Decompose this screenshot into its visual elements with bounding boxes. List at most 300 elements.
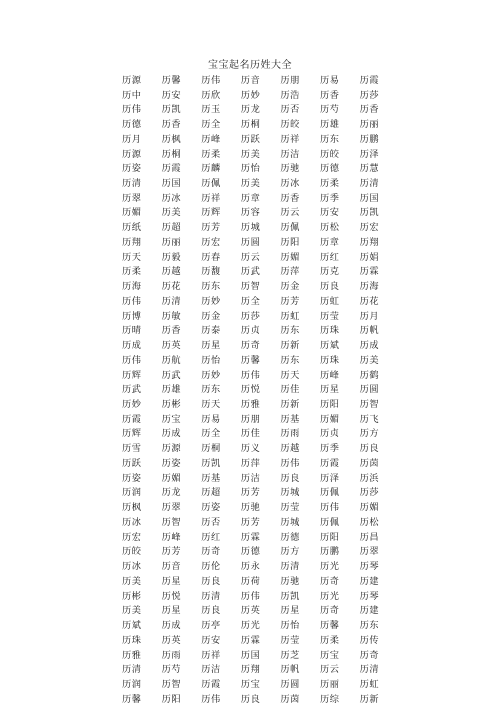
name-cell: 历霖	[240, 634, 261, 646]
name-cell: 历贞	[319, 428, 340, 440]
name-cell: 历祥	[201, 649, 221, 661]
name-row	[122, 574, 392, 589]
name-cell: 历英	[161, 340, 182, 352]
name-cell: 历超	[161, 222, 182, 234]
name-cell: 历新	[359, 693, 380, 705]
name-cell: 历皎	[280, 119, 300, 131]
name-cell: 历星	[280, 605, 300, 617]
name-cell: 历亭	[201, 620, 221, 632]
name-row	[122, 206, 392, 221]
name-cell: 历新	[280, 340, 300, 352]
name-cell: 历馥	[201, 266, 221, 278]
name-cell: 历浩	[280, 89, 300, 101]
name-cell: 历润	[122, 487, 142, 499]
name-row	[122, 500, 392, 515]
name-cell: 历中	[122, 89, 142, 101]
name-cell: 历香	[359, 104, 380, 116]
name-row	[122, 338, 392, 353]
name-cell: 历莹	[280, 634, 300, 646]
name-cell: 历柔	[319, 634, 340, 646]
name-cell: 历智	[240, 281, 261, 293]
name-cell: 历清	[280, 561, 300, 573]
name-cell: 历凯	[201, 457, 221, 469]
name-cell: 历越	[280, 443, 300, 455]
name-cell: 历伟	[201, 74, 221, 86]
name-cell: 历霖	[240, 531, 261, 543]
name-cell: 历东	[201, 384, 221, 396]
name-cell: 历洁	[240, 472, 261, 484]
name-cell: 历欣	[201, 89, 221, 101]
name-cell: 历阳	[319, 531, 340, 543]
name-cell: 历桐	[240, 119, 261, 131]
name-cell: 历圆	[359, 384, 380, 396]
name-cell: 历智	[359, 399, 380, 411]
name-row	[122, 589, 392, 604]
name-cell: 历综	[319, 693, 340, 705]
name-cell: 历雅	[240, 399, 261, 411]
name-cell: 历金	[280, 281, 300, 293]
name-row	[122, 250, 392, 265]
name-cell: 历芳	[201, 222, 221, 234]
name-cell: 历辉	[122, 369, 142, 381]
name-cell: 历城	[280, 516, 300, 528]
name-cell: 历清	[122, 178, 142, 189]
name-row	[122, 294, 392, 309]
name-row	[122, 618, 392, 633]
name-cell: 历莎	[359, 89, 380, 101]
name-cell: 历伟	[319, 502, 340, 514]
name-cell: 历朋	[240, 413, 261, 425]
name-row	[122, 662, 392, 677]
name-cell: 历季	[319, 192, 340, 204]
name-row	[122, 161, 392, 176]
name-cell: 历峰	[319, 369, 340, 381]
name-cell: 历月	[122, 133, 142, 145]
name-cell: 历怡	[280, 620, 300, 632]
name-cell: 历阳	[280, 236, 300, 248]
name-cell: 历否	[201, 516, 221, 528]
name-row	[122, 132, 392, 147]
name-cell: 历雄	[161, 384, 182, 396]
name-cell: 历易	[319, 74, 340, 86]
name-cell: 历春	[201, 251, 221, 263]
name-cell: 历鹏	[319, 546, 340, 558]
name-cell: 历姿	[122, 163, 142, 175]
name-cell: 历莹	[319, 310, 340, 322]
name-cell: 历东	[359, 620, 380, 632]
name-row	[122, 382, 392, 397]
name-cell: 历德	[319, 163, 340, 175]
name-cell: 历建	[359, 575, 380, 587]
name-cell: 历宏	[122, 531, 142, 543]
name-row	[122, 265, 392, 280]
name-cell: 历雨	[280, 428, 300, 440]
name-cell: 历馨	[122, 693, 142, 705]
name-cell: 历珠	[319, 354, 340, 366]
name-cell: 历音	[240, 74, 261, 86]
name-cell: 历霞	[319, 457, 340, 469]
name-cell: 历祥	[201, 192, 221, 204]
name-cell: 历毅	[161, 251, 182, 263]
name-row	[122, 279, 392, 294]
name-cell: 历彬	[122, 590, 142, 602]
name-cell: 历美	[240, 148, 261, 160]
name-cell: 历珠	[122, 634, 142, 646]
name-cell: 历奇	[201, 546, 221, 558]
name-cell: 历纸	[122, 222, 142, 234]
name-row	[122, 397, 392, 412]
name-cell: 历美	[240, 178, 261, 189]
name-cell: 历超	[201, 487, 221, 499]
name-cell: 历柔	[201, 148, 221, 160]
name-cell: 历传	[359, 634, 380, 646]
name-cell: 历良	[359, 443, 380, 455]
name-row	[122, 412, 392, 427]
name-row	[122, 353, 392, 368]
name-cell: 历松	[359, 516, 380, 528]
name-cell: 历芳	[280, 295, 300, 307]
name-row	[122, 323, 392, 338]
name-cell: 历丽	[161, 236, 182, 248]
name-cell: 历飞	[359, 413, 380, 425]
name-cell: 历清	[359, 664, 380, 676]
name-cell: 历清	[359, 178, 380, 189]
name-cell: 历跃	[240, 133, 261, 145]
name-cell: 历枫	[161, 133, 182, 145]
name-row	[122, 515, 392, 530]
name-cell: 历莎	[240, 310, 261, 322]
name-cell: 历冰	[122, 561, 142, 573]
name-cell: 历红	[201, 531, 221, 543]
name-cell: 历佳	[280, 384, 300, 396]
name-row	[122, 102, 392, 117]
name-cell: 历虹	[319, 295, 340, 307]
name-row	[122, 692, 392, 707]
name-cell: 历柔	[319, 178, 340, 189]
name-cell: 历德	[240, 546, 261, 558]
name-cell: 历宝	[240, 678, 261, 690]
name-cell: 历龙	[161, 487, 182, 499]
name-cell: 历雅	[122, 649, 142, 661]
name-cell: 历月	[359, 310, 380, 322]
name-cell: 历季	[319, 443, 340, 455]
name-cell: 历天	[122, 251, 142, 263]
name-cell: 历祥	[280, 133, 300, 145]
name-cell: 历姿	[201, 502, 221, 514]
name-row	[122, 88, 392, 103]
name-cell: 历香	[280, 192, 300, 204]
name-cell: 历姿	[122, 472, 142, 484]
name-cell: 历彬	[161, 399, 182, 411]
name-row	[122, 147, 392, 162]
name-cell: 历冰	[161, 192, 182, 204]
name-cell: 历东	[280, 354, 300, 366]
name-cell: 历东	[319, 133, 340, 145]
name-cell: 历宏	[201, 236, 221, 248]
name-cell: 历云	[240, 251, 261, 263]
name-cell: 历云	[280, 207, 300, 219]
name-cell: 历琴	[359, 561, 380, 573]
name-cell: 历荷	[240, 575, 261, 587]
name-cell: 历佳	[240, 428, 261, 440]
name-cell: 历星	[201, 340, 221, 352]
name-cell: 历悦	[240, 384, 261, 396]
name-cell: 历星	[319, 384, 340, 396]
name-cell: 历桐	[161, 148, 182, 160]
name-cell: 历东	[201, 281, 221, 293]
name-cell: 历美	[122, 575, 142, 587]
name-cell: 历红	[319, 251, 340, 263]
name-cell: 历芝	[280, 649, 300, 661]
name-cell: 历跃	[122, 457, 142, 469]
name-cell: 历阳	[161, 693, 182, 705]
name-cell: 历智	[161, 678, 182, 690]
name-cell: 历伟	[122, 354, 142, 366]
name-cell: 历雄	[319, 119, 340, 131]
name-cell: 历霞	[359, 74, 380, 86]
name-cell: 历成	[161, 620, 182, 632]
name-cell: 历伟	[280, 457, 300, 469]
name-row	[122, 117, 392, 132]
name-cell: 历琴	[359, 590, 380, 602]
name-cell: 历奇	[319, 605, 340, 617]
name-cell: 历海	[359, 281, 380, 293]
name-row	[122, 73, 392, 88]
name-cell: 历佩	[280, 222, 300, 234]
name-cell: 历帆	[280, 664, 300, 676]
name-cell: 历枫	[122, 502, 142, 514]
name-cell: 历容	[240, 207, 261, 219]
name-cell: 历金	[201, 310, 221, 322]
name-cell: 历柔	[122, 266, 142, 278]
name-cell: 历妙	[122, 399, 142, 411]
name-cell: 历悦	[161, 590, 182, 602]
name-cell: 历浜	[359, 472, 380, 484]
name-cell: 历宝	[161, 413, 182, 425]
name-cell: 历芳	[240, 487, 261, 499]
name-cell: 历安	[161, 89, 182, 101]
name-cell: 历源	[122, 74, 142, 86]
name-row	[122, 545, 392, 560]
name-cell: 历伟	[122, 295, 142, 307]
name-cell: 历良	[280, 472, 300, 484]
name-cell: 历美	[359, 354, 380, 366]
name-cell: 历翠	[359, 546, 380, 558]
name-cell: 历泽	[319, 472, 340, 484]
name-cell: 历茵	[359, 457, 380, 469]
name-cell: 历章	[319, 236, 340, 248]
name-cell: 历义	[240, 443, 261, 455]
name-row	[122, 603, 392, 618]
name-cell: 历全	[201, 119, 221, 131]
name-cell: 历星	[161, 575, 182, 587]
name-cell: 历伟	[240, 369, 261, 381]
name-cell: 历音	[161, 561, 182, 573]
name-cell: 历佩	[319, 487, 340, 499]
name-cell: 历莎	[359, 487, 380, 499]
name-cell: 历馨	[319, 620, 340, 632]
name-cell: 历贞	[240, 325, 261, 337]
name-cell: 历伟	[201, 693, 221, 705]
name-cell: 历阳	[319, 399, 340, 411]
name-row	[122, 633, 392, 648]
name-cell: 历云	[319, 664, 340, 676]
name-cell: 历鹏	[359, 133, 380, 145]
name-cell: 历怡	[201, 354, 221, 366]
name-cell: 历麟	[201, 163, 221, 175]
name-cell: 历宝	[319, 649, 340, 661]
name-cell: 历城	[280, 487, 300, 499]
name-cell: 历丽	[319, 678, 340, 690]
name-cell: 历美	[122, 605, 142, 617]
name-cell: 历清	[201, 590, 221, 602]
name-cell: 历章	[240, 192, 261, 204]
name-cell: 历霖	[359, 266, 380, 278]
name-cell: 历峰	[201, 133, 221, 145]
name-cell: 历英	[240, 605, 261, 617]
name-cell: 历奇	[240, 340, 261, 352]
name-row	[122, 220, 392, 235]
name-row	[122, 309, 392, 324]
name-cell: 历晴	[122, 325, 142, 337]
name-cell: 历冰	[280, 178, 300, 189]
name-cell: 历清	[122, 664, 142, 676]
name-cell: 历否	[280, 104, 300, 116]
name-cell: 历良	[201, 575, 221, 587]
name-cell: 历松	[319, 222, 340, 234]
name-cell: 历光	[240, 620, 261, 632]
name-row	[122, 486, 392, 501]
name-cell: 历圆	[280, 678, 300, 690]
name-cell: 历驰	[280, 163, 300, 175]
name-cell: 历丽	[359, 119, 380, 131]
name-cell: 历伟	[240, 590, 261, 602]
name-cell: 历伦	[201, 561, 221, 573]
name-cell: 历安	[319, 207, 340, 219]
name-cell: 历芳	[161, 546, 182, 558]
name-cell: 历成	[359, 340, 380, 352]
name-cell: 历媚	[319, 413, 340, 425]
name-cell: 历智	[161, 516, 182, 528]
name-cell: 历佩	[319, 516, 340, 528]
name-cell: 历霞	[161, 163, 182, 175]
name-row	[122, 191, 392, 206]
name-cell: 历安	[201, 634, 221, 646]
name-cell: 历国	[359, 192, 380, 204]
name-cell: 历霞	[122, 413, 142, 425]
name-cell: 历东	[280, 325, 300, 337]
name-cell: 历全	[240, 295, 261, 307]
name-cell: 历妙	[201, 295, 221, 307]
name-cell: 历辉	[122, 428, 142, 440]
name-cell: 历芍	[161, 664, 182, 676]
name-row	[122, 530, 392, 545]
name-cell: 历香	[319, 89, 340, 101]
name-cell: 历源	[161, 443, 182, 455]
name-cell: 历龙	[240, 104, 261, 116]
name-row	[122, 368, 392, 383]
name-cell: 历虹	[359, 678, 380, 690]
name-cell: 历光	[319, 590, 340, 602]
name-cell: 历伟	[122, 104, 142, 116]
name-cell: 历雪	[122, 443, 142, 455]
name-cell: 历泰	[201, 325, 221, 337]
name-row	[122, 648, 392, 663]
name-cell: 历玉	[201, 104, 221, 116]
name-cell: 历成	[161, 428, 182, 440]
name-cell: 历泽	[359, 148, 380, 160]
name-cell: 历博	[122, 310, 142, 322]
name-cell: 历海	[122, 281, 142, 293]
name-cell: 历花	[161, 281, 182, 293]
name-cell: 历翔	[359, 236, 380, 248]
name-cell: 历航	[161, 354, 182, 366]
name-cell: 历桐	[201, 443, 221, 455]
name-cell: 历霞	[201, 678, 221, 690]
name-cell: 历帆	[359, 325, 380, 337]
name-cell: 历翠	[161, 502, 182, 514]
name-cell: 历翔	[240, 664, 261, 676]
name-cell: 历天	[280, 369, 300, 381]
name-cell: 历香	[161, 325, 182, 337]
name-cell: 历奇	[359, 649, 380, 661]
name-cell: 历永	[240, 561, 261, 573]
name-cell: 历斌	[319, 340, 340, 352]
name-cell: 历珠	[319, 325, 340, 337]
name-cell: 历姿	[161, 457, 182, 469]
name-cell: 历方	[359, 428, 380, 440]
name-cell: 历茵	[280, 693, 300, 705]
name-row	[122, 559, 392, 574]
name-cell: 历天	[201, 399, 221, 411]
name-cell: 历德	[280, 531, 300, 543]
name-cell: 历基	[280, 413, 300, 425]
name-cell: 历方	[280, 546, 300, 558]
name-cell: 历奇	[319, 575, 340, 587]
name-cell: 历新	[280, 399, 300, 411]
document-title: 宝宝起名历姓大全	[208, 60, 292, 71]
name-cell: 历圆	[240, 236, 261, 248]
name-cell: 历妙	[201, 369, 221, 381]
name-cell: 历凯	[359, 207, 380, 219]
name-cell: 历洁	[201, 664, 221, 676]
name-cell: 历媚	[161, 472, 182, 484]
name-row	[122, 456, 392, 471]
name-cell: 历驰	[240, 502, 261, 514]
name-cell: 历峰	[161, 531, 182, 543]
name-cell: 历美	[161, 207, 182, 219]
name-cell: 历芍	[319, 104, 340, 116]
name-cell: 历皎	[319, 148, 340, 160]
name-cell: 历洁	[280, 148, 300, 160]
name-row	[122, 677, 392, 692]
name-cell: 历克	[319, 266, 340, 278]
name-row	[122, 471, 392, 486]
name-cell: 历翔	[122, 236, 142, 248]
name-row	[122, 176, 392, 191]
name-cell: 历建	[359, 605, 380, 617]
name-cell: 历越	[161, 266, 182, 278]
name-grid	[122, 73, 392, 707]
name-cell: 历翠	[122, 192, 142, 204]
name-cell: 历国	[161, 178, 182, 189]
name-cell: 历朋	[280, 74, 300, 86]
name-cell: 历易	[201, 413, 221, 425]
name-cell: 历辉	[201, 207, 221, 219]
name-cell: 历花	[359, 295, 380, 307]
name-cell: 历源	[122, 148, 142, 160]
name-cell: 历虹	[280, 310, 300, 322]
